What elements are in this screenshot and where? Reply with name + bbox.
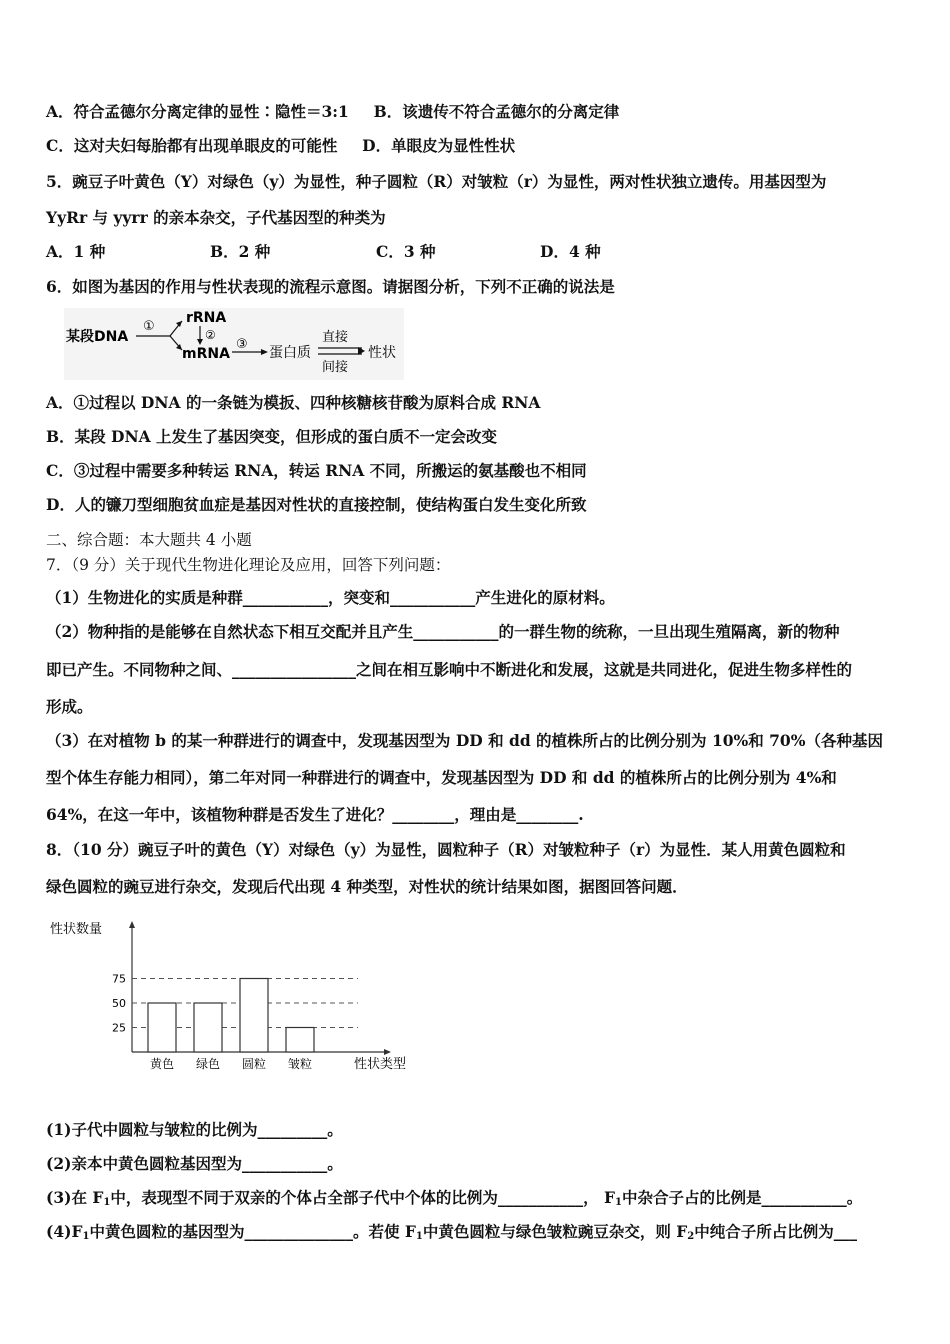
chart-x-axis-arrow bbox=[384, 1049, 391, 1055]
q5-option-d: D．4 种 bbox=[540, 242, 601, 261]
q7-part-2-line-2: 即已产生。不同物种之间、________________之间在相互影响中不断进化和发展，这就是共同进化，促进生物多样性的 bbox=[46, 660, 853, 679]
q7-part-3-line-3: 64%，在这一年中，该植物种群是否发生了进化？________，理由是________. bbox=[46, 805, 584, 824]
q6-stem: 6．如图为基因的作用与性状表现的流程示意图。请据图分析，下列不正确的说法是 bbox=[46, 277, 615, 296]
q4-options-line-2 bbox=[46, 136, 515, 156]
q7-part-1: （1）生物进化的实质是种群___________，突变和___________产生进化的原材料。 bbox=[46, 588, 615, 607]
q8-stem-line-1: 8．（10 分）豌豆子叶的黄色（Y）对绿色（y）为显性，圆粒种子（R）对皱粒种子（r）为显性．某人用黄色圆粒和 bbox=[46, 840, 846, 859]
q8-part-4-text-c: 中黄色圆粒与绿色皱粒豌豆杂交，则 F bbox=[422, 1222, 688, 1241]
q7-stem: 7．（9 分）关于现代生物进化理论及应用，回答下列问题： bbox=[46, 556, 451, 574]
q6-option-a: A．①过程以 DNA 的一条链为模扳、四种核糖核苷酸为原料合成 RNA bbox=[46, 393, 541, 412]
q8-part-3-text-b: 中，表现型不同于双亲的个体占全部子代中个体的比例为___________， F bbox=[110, 1188, 615, 1207]
q5-stem-line-1: 5．豌豆子叶黄色（Y）对绿色（y）为显性，种子圆粒（R）对皱粒（r）为显性，两对性状独立遗传。用基因型为 bbox=[46, 172, 827, 191]
q8-part-4-text-b: 中黄色圆粒的基因型为______________。若使 F bbox=[89, 1222, 416, 1241]
diagram-step-2: ② bbox=[205, 328, 216, 342]
chart-bar bbox=[286, 1028, 314, 1053]
q8-part-3-text-a: (3)在 F bbox=[46, 1188, 104, 1207]
q4-option-a: A．符合孟德尔分离定律的显性∶隐性＝3:1 bbox=[46, 102, 349, 121]
q7-part-3-line-1: （3）在对植物 b 的某一种群进行的调查中，发现基因型为 DD 和 dd 的植株所占的比例分别为 10%和 70%（各种基因 bbox=[46, 731, 883, 750]
q8-part-3 bbox=[46, 1188, 862, 1213]
diagram-mrna: mRNA bbox=[182, 346, 230, 362]
diagram-step-3: ③ bbox=[236, 337, 248, 352]
diagram-step-1: ① bbox=[143, 319, 155, 334]
chart-y-axis-label: 性状数量 bbox=[50, 922, 103, 937]
chart-y-tick-label: 50 bbox=[112, 997, 126, 1010]
chart-category-label: 圆粒 bbox=[241, 1057, 267, 1071]
q7-part-2-line-1: （2）物种指的是能够在自然状态下相互交配并且产生___________的一群生物的统称，一旦出现生殖隔离，新的物种 bbox=[46, 622, 840, 641]
q4-option-c: C．这对夫妇每胎都有出现单眼皮的可能性 bbox=[46, 136, 338, 155]
q7-part-2-line-3: 形成。 bbox=[46, 697, 93, 716]
q4-option-d: D．单眼皮为显性性状 bbox=[362, 136, 516, 155]
q8-part-2: (2)亲本中黄色圆粒基因型为___________。 bbox=[46, 1154, 343, 1173]
q8-part-4-sub-c: 2 bbox=[687, 1231, 695, 1242]
chart-x-axis-label: 性状类型 bbox=[354, 1057, 407, 1072]
q5-stem-line-2: YyRr 与 yyrr 的亲本杂交，子代基因型的种类为 bbox=[46, 208, 386, 227]
q5-option-b: B．2 种 bbox=[210, 242, 271, 261]
chart-bar bbox=[240, 979, 268, 1053]
gene-expression-diagram bbox=[64, 308, 404, 380]
chart-y-tick-label: 75 bbox=[112, 972, 126, 986]
diagram-rrna: rRNA bbox=[186, 310, 227, 326]
chart-bar bbox=[148, 1003, 176, 1052]
q8-part-1: (1)子代中圆粒与皱粒的比例为_________。 bbox=[46, 1120, 343, 1139]
q8-part-3-sub-b: 1 bbox=[614, 1197, 622, 1208]
diagram-indirect: 间接 bbox=[322, 360, 349, 375]
q4-option-b: B．该遗传不符合孟德尔的分离定律 bbox=[373, 102, 620, 121]
diagram-protein: 蛋白质 bbox=[269, 345, 311, 361]
chart-y-axis-arrow bbox=[129, 921, 135, 928]
q6-option-d: D．人的镰刀型细胞贫血症是基因对性状的直接控制，使结构蛋白发生变化所致 bbox=[46, 495, 587, 514]
q8-part-4-sub-b: 1 bbox=[415, 1231, 423, 1242]
chart-category-label: 黄色 bbox=[149, 1057, 175, 1071]
chart-y-tick-label: 25 bbox=[112, 1021, 126, 1035]
q8-part-4-text-a: (4)F bbox=[46, 1222, 83, 1241]
q8-part-4-sub-a: 1 bbox=[82, 1231, 90, 1242]
chart-category-label: 绿色 bbox=[195, 1057, 221, 1071]
q5-option-c: C．3 种 bbox=[376, 242, 436, 261]
section-2-heading: 二、综合题：本大题共 4 小题 bbox=[46, 531, 252, 549]
trait-count-chart bbox=[46, 915, 426, 1080]
q8-stem-line-2: 绿色圆粒的豌豆进行杂交，发现后代出现 4 种类型，对性状的统计结果如图，据图回答问题． bbox=[46, 877, 688, 896]
q4-options-line-1 bbox=[46, 102, 619, 122]
chart-bar bbox=[194, 1003, 222, 1052]
chart-category-label: 皱粒 bbox=[287, 1057, 313, 1071]
q8-part-3-sub-a: 1 bbox=[103, 1197, 111, 1208]
q6-option-c: C．③过程中需要多种转运 RNA，转运 RNA 不同，所搬运的氨基酸也不相同 bbox=[46, 461, 587, 480]
diagram-trait: 性状 bbox=[368, 345, 396, 361]
q5-option-a: A．1 种 bbox=[46, 242, 106, 261]
q7-part-3-line-2: 型个体生存能力相同），第二年对同一种群进行的调查中，发现基因型为 DD 和 dd 的植株所占的比例分别为 4%和 bbox=[46, 768, 837, 787]
q8-part-3-text-c: 中杂合子占的比例是___________。 bbox=[621, 1188, 863, 1207]
diagram-direct: 直接 bbox=[322, 330, 349, 345]
q6-option-b: B．某段 DNA 上发生了基因突变，但形成的蛋白质不一定会改变 bbox=[46, 427, 498, 446]
q8-part-4-text-d: 中纯合子所占比例为___ bbox=[694, 1222, 857, 1241]
q8-part-4 bbox=[46, 1222, 857, 1247]
diagram-dna: 某段DNA bbox=[66, 329, 129, 345]
